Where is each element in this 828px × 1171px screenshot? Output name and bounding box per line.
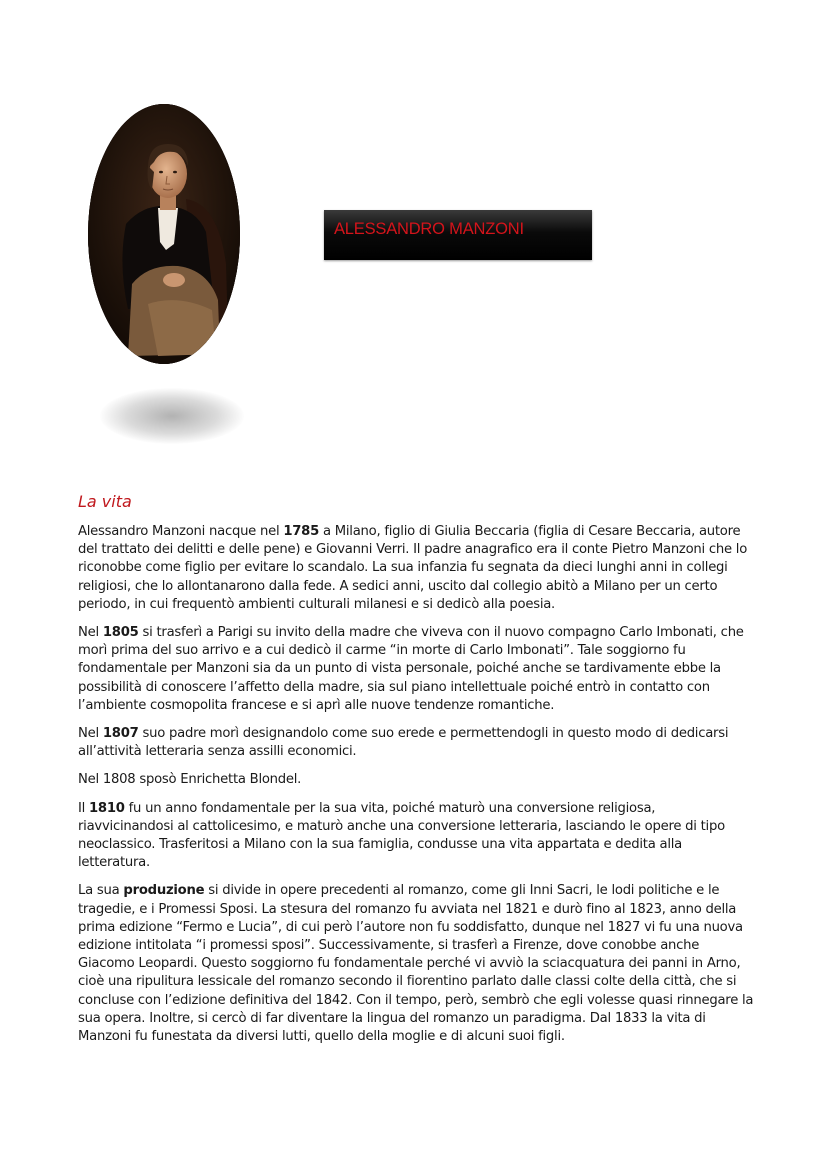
text-run: si trasferì a Parigi su invito della madre che viveva con il nuovo compagno Carlo Imbonati, che morì prima del suo arrivo e a cui dedicò il carme “in morte di Carlo Imbonati”. Tale soggiorno fu fondamentale per Manzoni sia da un punto di vista personale, poiché anche se tardivamente ebbe la possibilità di conoscere l’affetto della madre, sia sul piano intellettuale poiché entrò in contatto con l’ambiente cosmopolita francese e si aprì alle nuove tendenze romantiche.	[78, 625, 744, 713]
text-run: si divide in opere precedenti al romanzo, come gli Inni Sacri, le lodi politiche e le tragedie, e i Promessi Sposi. La stesura del romanzo fu avviata nel 1821 e durò fino al 1823, anno della prima edizione “Fermo e Lucia”, di cui però l’autore non fu soddisfatto, dunque nel 1827 vi fu una nuova edizione intitolata “i promessi sposi”. Successivamente, si trasferì a Firenze, dove conobbe anche Giacomo Leopardi. Questo soggiorno fu fondamentale perché vi avviò la sciacquatura dei panni in Arno, cioè una ripulitura lessicale del romanzo secondo il fiorentino parlato dalle classi colte della città, che si concluse con l’edizione definitiva del 1842. Con il tempo, però, sembrò che egli volesse quasi rinnegare la sua opera. Inoltre, si cercò di far diventare la lingua del romanzo un paradigma. Dal 1833 la vita di Manzoni fu funestata da diversi lutti, quello della moglie e di alcuni suoi figli.	[78, 883, 754, 1045]
keyword-produzione: produzione	[123, 883, 205, 899]
paragraph-4	[78, 771, 754, 789]
paragraph-6	[78, 882, 754, 1046]
text-run: Nel	[78, 625, 103, 641]
paragraph-2	[78, 624, 754, 715]
year-1785: 1785	[283, 524, 320, 539]
text-run: a Milano, figlio di Giulia Beccaria (figlia di Cesare Beccaria, autore del trattato dei delitti e delle pene) e Giovanni Verri. Il padre anagrafico era il conte Pietro Manzoni che lo riconobbe come figlio per evitare lo scandalo. La sua infanzia fu segnata da dieci lunghi anni in collegi religiosi, che lo allontanarono dalla fede. A sedici anni, uscito dal collegio abitò a Milano per un certo periodo, in cui frequentò ambienti culturali milanesi e si dedicò alla poesia.	[78, 524, 748, 612]
title-banner	[324, 210, 592, 260]
year-1810: 1810	[89, 800, 125, 816]
text-run: Nel 1808 sposò Enrichetta Blondel.	[78, 772, 302, 788]
year-1805: 1805	[102, 625, 139, 641]
text-run: fu un anno fondamentale per la sua vita, poiché maturò una conversione religiosa, riavvicinandosi al cattolicesimo, e maturò anche una conversione letteraria, lasciando le opere di tipo neoclassico. Trasferitosi a Milano con la sua famiglia, condusse una vita appartata e dedita alla letteratura.	[78, 800, 725, 871]
paragraph-3	[78, 725, 754, 761]
section-title: La vita	[78, 492, 132, 511]
text-run: Nel	[78, 726, 103, 742]
portrait-image	[88, 104, 240, 364]
paragraph-5	[78, 800, 754, 873]
body-text	[78, 523, 754, 1056]
paragraph-1	[78, 523, 754, 614]
page-title: ALESSANDRO MANZONI	[334, 220, 524, 238]
portrait-shadow	[100, 388, 244, 444]
text-run: La sua	[78, 883, 124, 899]
year-1807: 1807	[102, 726, 139, 742]
portrait-frame	[88, 104, 240, 364]
text-run: Alessandro Manzoni nacque nel	[78, 524, 284, 539]
portrait-painting-icon	[88, 104, 240, 364]
text-run: suo padre morì designandolo come suo erede e permettendogli in questo modo di dedicarsi all’attività letteraria senza assilli economici.	[78, 726, 729, 760]
text-run: Il	[78, 800, 89, 816]
